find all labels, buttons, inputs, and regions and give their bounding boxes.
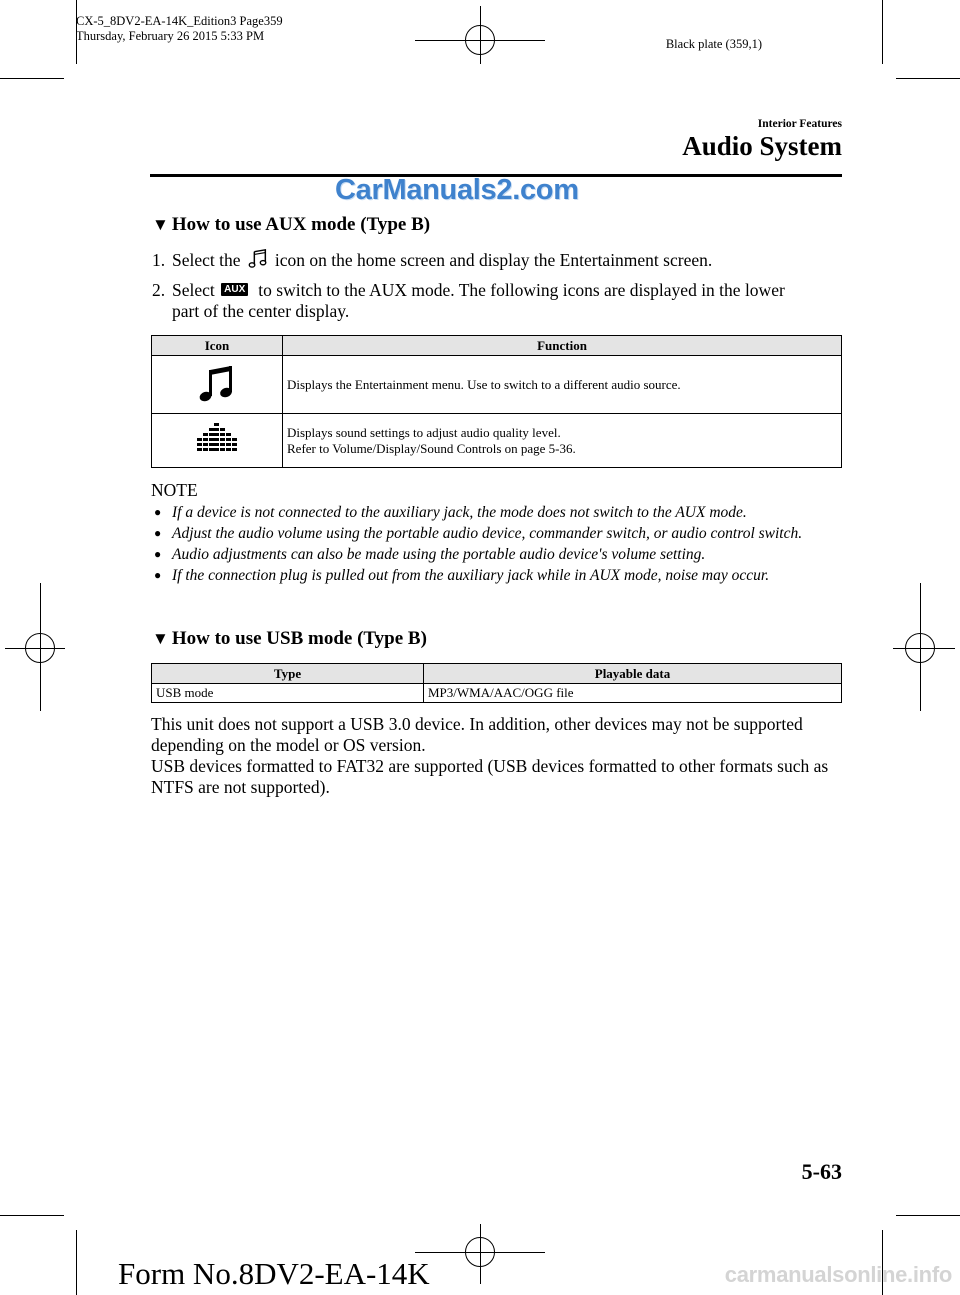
aux-step-2 [152, 280, 842, 322]
bullet-icon: ● [154, 526, 162, 540]
usb-paragraph-1: This unit does not support a USB 3.0 device. In addition, other devices may not be supported depending on the model or OS version. [151, 714, 803, 755]
table-header-icon: Icon [152, 336, 283, 356]
table-header-function: Function [283, 336, 842, 356]
bullet-icon: ● [154, 505, 162, 519]
bullet-icon: ● [154, 547, 162, 561]
aux-heading-text: How to use AUX mode (Type B) [171, 214, 431, 235]
function-text: Displays sound settings to adjust audio quality level. [287, 424, 561, 440]
section-label: Interior Features [757, 118, 842, 130]
step1-text-b: icon on the home screen and display the Entertainment screen. [274, 250, 713, 270]
list-item [152, 523, 842, 544]
step2-text-c: part of the center display. [172, 301, 350, 321]
list-item [152, 565, 842, 586]
table-header-playable-data: Playable data [424, 664, 842, 684]
watermark: CarManuals2.com [335, 174, 579, 206]
sound-settings-icon [194, 421, 240, 457]
step-number: 1. [152, 250, 166, 270]
aux-step-1 [152, 248, 842, 271]
table-header-type: Type [152, 664, 424, 684]
table-row [152, 356, 842, 414]
table-cell-function [283, 414, 842, 468]
function-reference: Refer to Volume/Display/Sound Controls on page 5-36. [287, 440, 576, 456]
chapter-title: Audio System [682, 131, 842, 161]
table-cell-icon [152, 414, 283, 468]
usb-heading [152, 628, 427, 650]
site-watermark: carmanualsonline.info [724, 1262, 952, 1287]
table-cell-playable-data: MP3/WMA/AAC/OGG file [424, 684, 842, 703]
list-item [152, 502, 842, 523]
usb-heading-text: How to use USB mode (Type B) [171, 628, 427, 649]
aux-badge-icon: AUX [221, 283, 248, 296]
icon-function-table [151, 335, 842, 468]
print-info-line2: Thursday, February 26 2015 5:33 PM [76, 29, 265, 43]
bullet-icon: ● [154, 568, 162, 582]
note-text: If the connection plug is pulled out from the auxiliary jack while in AUX mode, noise may occur. [172, 567, 770, 584]
note-text: If a device is not connected to the auxiliary jack, the mode does not switch to the AUX mode. [172, 504, 747, 521]
note-text: Audio adjustments can also be made using the portable audio device's volume setting. [172, 546, 706, 563]
note-list [152, 502, 842, 586]
music-note-icon [197, 362, 237, 404]
music-note-icon [247, 248, 269, 270]
usb-paragraph-2: USB devices formatted to FAT32 are supported (USB devices formatted to other formats such as NTFS are not supported). [151, 756, 829, 797]
list-item [152, 544, 842, 565]
table-cell-icon [152, 356, 283, 414]
heading-marker: ▼ [152, 215, 169, 234]
step2-text-a: Select [172, 280, 215, 300]
aux-heading [152, 214, 430, 236]
step2-text-b: to switch to the AUX mode. The following icons are displayed in the lower [258, 280, 785, 300]
note-text: Adjust the audio volume using the portable audio device, commander switch, or audio control switch. [172, 525, 803, 542]
table-row [152, 414, 842, 468]
page-number: 5-63 [801, 1159, 842, 1184]
print-info [76, 14, 283, 44]
print-info-line1: CX-5_8DV2-EA-14K_Edition3 Page359 [76, 14, 283, 28]
note-title: NOTE [151, 480, 198, 500]
table-row [152, 684, 842, 703]
step1-text-a: Select the [172, 250, 241, 270]
usb-type-table [151, 663, 842, 703]
table-cell-function: Displays the Entertainment menu. Use to switch to a different audio source. [283, 356, 842, 414]
form-number: Form No.8DV2-EA-14K [118, 1256, 430, 1291]
heading-marker: ▼ [152, 629, 169, 648]
plate-info: Black plate (359,1) [665, 37, 762, 51]
step-number: 2. [152, 280, 166, 300]
table-cell-type: USB mode [152, 684, 424, 703]
